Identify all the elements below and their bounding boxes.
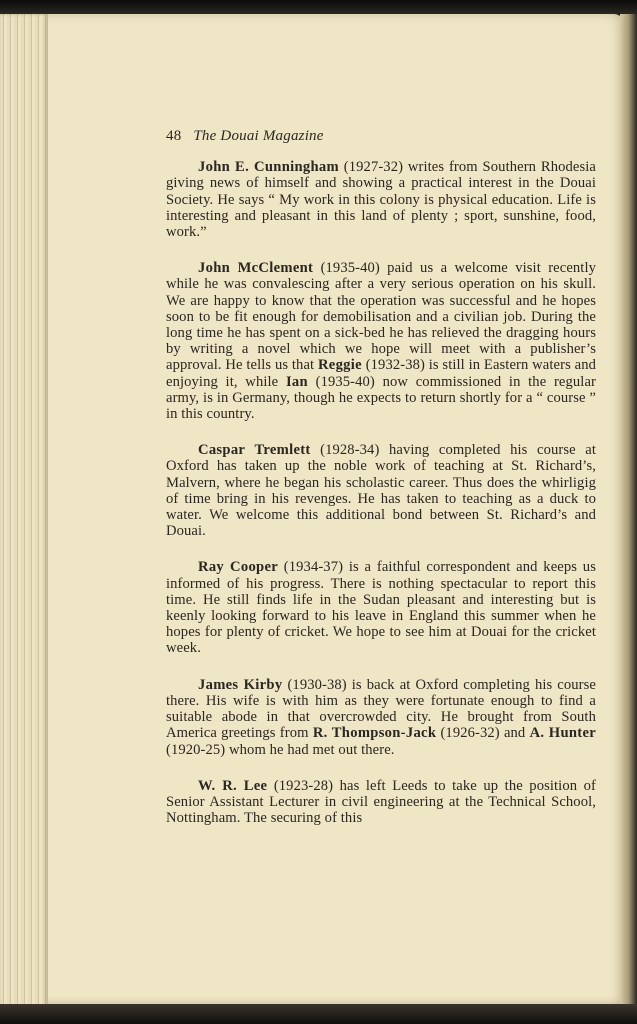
paragraph	[166, 159, 596, 240]
paragraph	[166, 260, 596, 422]
person-name: Ian	[285, 373, 308, 390]
page-content	[166, 128, 596, 846]
person-name: John E. Cunningham	[198, 159, 339, 176]
person-name: John McClement	[198, 260, 314, 277]
paragraph-text: (1932-38) is still in Eastern waters and enjoying it, while	[166, 357, 596, 390]
paragraph-text: (1927-32) writes from Southern Rhodesia giving news of himself and showing a practical interest in the Douai Society. He says “ My work in this colony is physical education. Life is interesting and pleasant in this land of plenty ; sport, sunshine, food, work.”	[166, 159, 596, 241]
page-edges	[0, 14, 48, 1007]
paragraph	[166, 559, 596, 656]
paragraph	[166, 778, 596, 827]
paragraph-text: (1935-40) paid us a welcome visit recently while he was convalescing after a very serious operation on his skull. We are happy to know that the operation was successful and he hopes soon to be fit enough for demobilisation and a civilian job. During the long time he has spent on a sick-bed he has relieved the dragging hours by writing a novel which we hope will meet with a publisher’s approval. He tells us that	[166, 260, 597, 374]
page-number: 48	[166, 128, 182, 144]
top-shadow	[0, 0, 637, 14]
person-name: James Kirby	[198, 676, 283, 693]
paragraph-text: (1934-37) is a faithful correspondent and keeps us informed of his progress. There is nothing spectacular to report this time. He still finds life in the Sudan pleasant and interesting but is keenly looking forward to his leave in England this summer when he hopes for plenty of cricket. We hope to see him at Douai for the cricket week.	[166, 559, 596, 657]
person-name: Reggie	[317, 357, 362, 374]
person-name: R. Thompson-Jack	[312, 725, 437, 742]
paragraph-text: (1935-40) now commissioned in the regular army, is in Germany, though he expects to return shortly for a “ course ” in this country.	[166, 373, 596, 423]
running-header	[166, 128, 596, 144]
paragraph-text: (1928-34) having completed his course at Oxford has taken up the noble work of teaching at St. Richard’s, Malvern, where he began his scholastic career. Thus does the whirligig of time bring in his revenges. He has taken to teaching as a duck to water. We welcome this additional bond between St. Richard’s and Douai.	[166, 442, 596, 540]
person-name: A. Hunter	[529, 725, 596, 742]
person-name: Ray Cooper	[198, 559, 279, 576]
paragraph-text: (1920-25) whom he had met out there.	[166, 741, 395, 758]
person-name: Caspar Tremlett	[198, 442, 311, 459]
bottom-shadow	[0, 1004, 637, 1024]
person-name: W. R. Lee	[198, 777, 268, 794]
paragraph	[166, 442, 596, 539]
article-body	[166, 159, 596, 826]
right-page-edge	[620, 14, 637, 1007]
paragraph	[166, 677, 596, 758]
paragraph-text: (1930-38) is back at Oxford completing his course there. His wife is with him as they were fortunate enough to find a suitable abode in that overcrowded city. He brought from South America greetings from	[166, 676, 596, 742]
paragraph-text: (1926-32) and	[436, 725, 530, 742]
paragraph-text: (1923-28) has left Leeds to take up the position of Senior Assistant Lecturer in civil engineering at the Technical School, Nottingham. The securing of this	[166, 777, 597, 827]
magazine-title: The Douai Magazine	[193, 128, 324, 144]
